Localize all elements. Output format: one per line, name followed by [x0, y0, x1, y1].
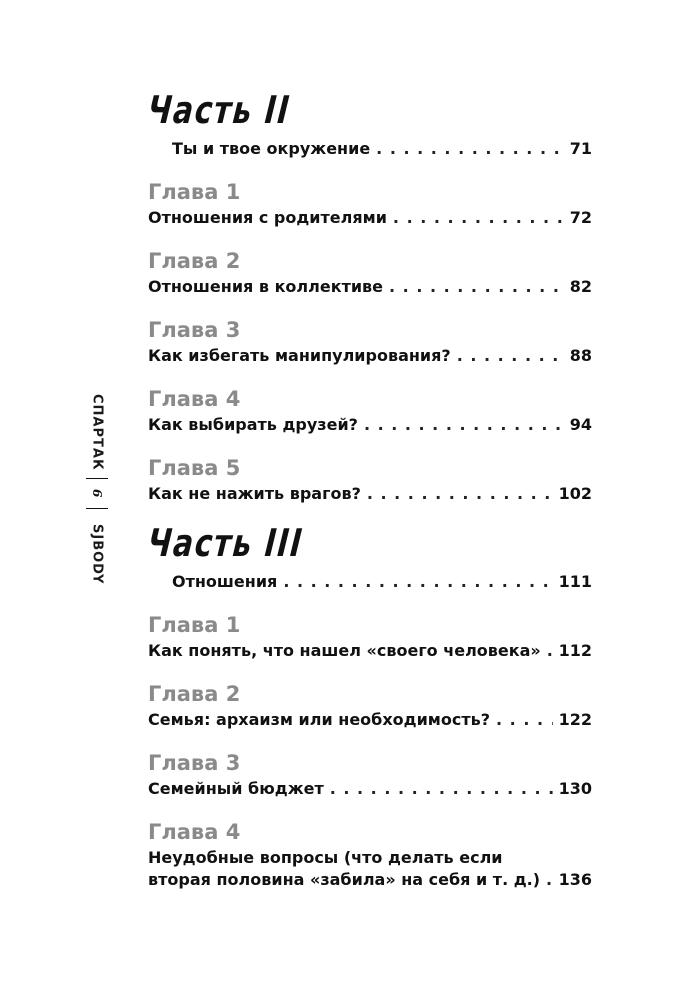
dot-leader [283, 571, 552, 593]
entry-title: Отношения с родителями [148, 208, 387, 227]
dot-leader [547, 640, 553, 662]
table-of-contents [148, 88, 592, 891]
entry-title: Отношения в коллективе [148, 277, 384, 296]
entry-page: 88 [569, 346, 592, 365]
toc-entry-multiline[interactable] [148, 847, 592, 891]
chapter-label: Глава 1 [148, 613, 241, 637]
entry-page: 71 [569, 139, 592, 158]
dot-leader [389, 276, 564, 298]
entry-title: Отношения [172, 572, 278, 591]
toc-entry[interactable] [148, 571, 592, 593]
toc-entry[interactable] [148, 483, 592, 505]
entry-title-line1: Неудобные вопросы (что делать если [148, 848, 503, 867]
toc-entry[interactable] [148, 345, 592, 367]
running-head-book-title: СПАРТАК [89, 393, 105, 471]
dot-leader [496, 709, 553, 731]
running-head [80, 392, 114, 602]
entry-page: 102 [558, 484, 592, 503]
part-title: Часть III [146, 521, 306, 565]
running-head-divider [86, 508, 108, 509]
entry-title: Как выбирать друзей? [148, 415, 358, 434]
entry-title-line2: вторая половина «забила» на себя и т. д.) [148, 870, 541, 889]
entry-page: 136 [558, 870, 592, 889]
entry-title: Как понять, что нашел «своего человека» [148, 641, 541, 660]
dot-leader [376, 138, 564, 160]
toc-entry[interactable] [148, 640, 592, 662]
entry-page: 122 [558, 710, 592, 729]
entry-page: 112 [558, 641, 592, 660]
chapter-label: Глава 1 [148, 180, 241, 204]
entry-page: 82 [569, 277, 592, 296]
entry-title: Семейный бюджет [148, 779, 324, 798]
entry-title: Как избегать манипулирования? [148, 346, 451, 365]
dot-leader [546, 869, 553, 891]
toc-entry[interactable] [148, 778, 592, 800]
entry-title: Семья: архаизм или необходимость? [148, 710, 491, 729]
chapter-label: Глава 4 [148, 820, 241, 844]
chapter-label: Глава 3 [148, 318, 241, 342]
dot-leader [393, 207, 564, 229]
running-head-author: SJBODY [89, 523, 105, 585]
entry-page: 94 [569, 415, 592, 434]
chapter-label: Глава 3 [148, 751, 241, 775]
chapter-label: Глава 4 [148, 387, 241, 411]
toc-entry[interactable] [148, 709, 592, 731]
toc-entry[interactable] [148, 414, 592, 436]
entry-page: 130 [558, 779, 592, 798]
dot-leader [364, 414, 564, 436]
toc-entry[interactable] [148, 207, 592, 229]
page-number: 6 [90, 488, 104, 498]
entry-title: Как не нажить врагов? [148, 484, 361, 503]
part-title: Часть II [146, 88, 293, 132]
dot-leader [367, 483, 553, 505]
chapter-label: Глава 5 [148, 456, 241, 480]
dot-leader [457, 345, 564, 367]
running-head-divider [86, 478, 108, 479]
entry-page: 72 [569, 208, 592, 227]
entry-page: 111 [558, 572, 592, 591]
toc-entry [148, 869, 592, 891]
chapter-label: Глава 2 [148, 682, 241, 706]
chapter-label: Глава 2 [148, 249, 241, 273]
toc-entry[interactable] [148, 138, 592, 160]
toc-entry[interactable] [148, 276, 592, 298]
entry-title: Ты и твое окружение [172, 139, 371, 158]
dot-leader [330, 778, 553, 800]
